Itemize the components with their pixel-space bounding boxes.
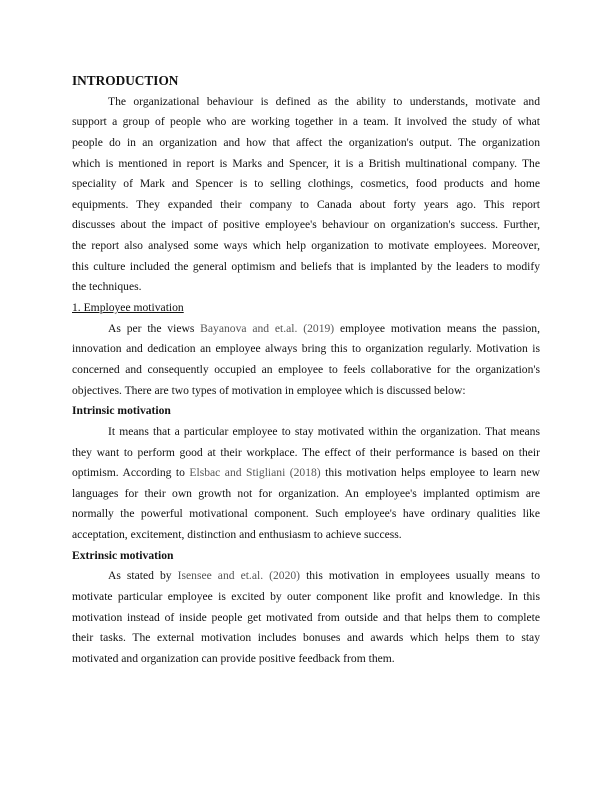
text-segment: concerned and consequently occupied an employee to feels collaborative for the organization's [72, 362, 540, 376]
text-segment: Extrinsic motivation [72, 548, 174, 562]
citation: Isensee and et.al. (2020) [177, 569, 301, 583]
text-line [72, 215, 540, 236]
text-segment: this motivation in employees usually means to [300, 569, 541, 583]
text-segment: motivation instead of inside people get motivated from outside and that helps them to complete [72, 610, 540, 624]
text-segment: people do in an organization and how that affect the organization's output. The organization [72, 135, 540, 149]
document-body [72, 71, 540, 670]
text-line [72, 484, 540, 505]
text-segment: the report also analysed some ways which help organization to motivate employees. Moreover, [72, 239, 540, 253]
text-line [72, 608, 540, 629]
text-segment: normally the powerful motivational component. Such employee's have ordinary qualities like [72, 507, 540, 521]
text-line [72, 112, 540, 133]
text-segment: this culture included the general optimism and beliefs that is implanted by the leaders to modify [72, 259, 540, 273]
text-line [72, 649, 540, 670]
text-segment: It means that a particular employee to stay motivated within the organization. That means [108, 424, 540, 438]
text-line [72, 443, 540, 464]
text-segment: acceptation, excitement, distinction and enthusiasm to achieve success. [72, 528, 402, 542]
text-line [72, 360, 540, 381]
citation: Bayanova and et.al. (2019) [200, 321, 335, 335]
text-line [72, 236, 540, 257]
text-segment: equipments. They expanded their company to Canada about forty years ago. This report [72, 197, 540, 211]
text-segment: Intrinsic motivation [72, 404, 171, 418]
text-segment: 1. Employee motivation [72, 301, 184, 315]
section-heading [72, 71, 540, 92]
text-line [72, 298, 540, 319]
text-segment: speciality of Mark and Spencer is to selling clothings, cosmetics, food products and home [72, 177, 540, 191]
text-line [72, 71, 540, 92]
paragraph [72, 422, 540, 546]
text-segment: INTRODUCTION [72, 73, 179, 88]
text-line [72, 154, 540, 175]
text-line [72, 525, 540, 546]
text-line [72, 257, 540, 278]
text-segment: As stated by [108, 569, 178, 583]
text-line [72, 277, 540, 298]
text-line [72, 504, 540, 525]
text-line [72, 566, 540, 587]
text-segment: employee motivation means the passion, [334, 321, 540, 335]
paragraph [72, 566, 540, 669]
text-line [72, 381, 540, 402]
text-segment: optimism. According to [72, 466, 190, 480]
text-line [72, 422, 540, 443]
text-segment: objectives. There are two types of motivation in employee which is discussed below: [72, 383, 466, 397]
text-segment: The organizational behaviour is defined as the ability to understands, motivate and [108, 94, 540, 108]
text-segment: which is mentioned in report is Marks and Spencer, it is a British multinational company. The [72, 156, 540, 170]
numbered-heading [72, 298, 540, 319]
text-segment: discusses about the impact of positive employee's behaviour on organization's success. Further, [72, 218, 540, 232]
subsection-heading [72, 546, 540, 567]
text-line [72, 174, 540, 195]
text-segment: they want to perform good at their workplace. The effect of their performance is based on their [72, 445, 540, 459]
text-segment: languages for their own growth not for organization. An employee's implanted optimism are [72, 486, 540, 500]
text-line [72, 587, 540, 608]
subsection-heading [72, 401, 540, 422]
text-line [72, 546, 540, 567]
text-segment: motivated and organization can provide positive feedback from them. [72, 651, 395, 665]
text-segment: the techniques. [72, 280, 142, 294]
text-line [72, 92, 540, 113]
text-segment: support a group of people who are working together in a team. It involved the study of what [72, 115, 540, 129]
text-segment: innovation and dedication an employee always bring this to organization regularly. Motivation is [72, 342, 540, 356]
paragraph [72, 92, 540, 298]
text-segment: this motivation helps employee to learn new [320, 466, 540, 480]
text-line [72, 339, 540, 360]
text-segment: As per the views [108, 321, 201, 335]
citation: Elsbac and Stigliani (2018) [189, 466, 321, 480]
text-line [72, 195, 540, 216]
text-line [72, 401, 540, 422]
text-line [72, 628, 540, 649]
paragraph [72, 319, 540, 402]
text-segment: motivate particular employee is excited by outer component like profit and knowledge. In this [72, 590, 540, 604]
text-line [72, 319, 540, 340]
text-line [72, 463, 540, 484]
text-line [72, 133, 540, 154]
text-segment: their tasks. The external motivation includes bonuses and awards which helps them to stay [72, 631, 540, 645]
